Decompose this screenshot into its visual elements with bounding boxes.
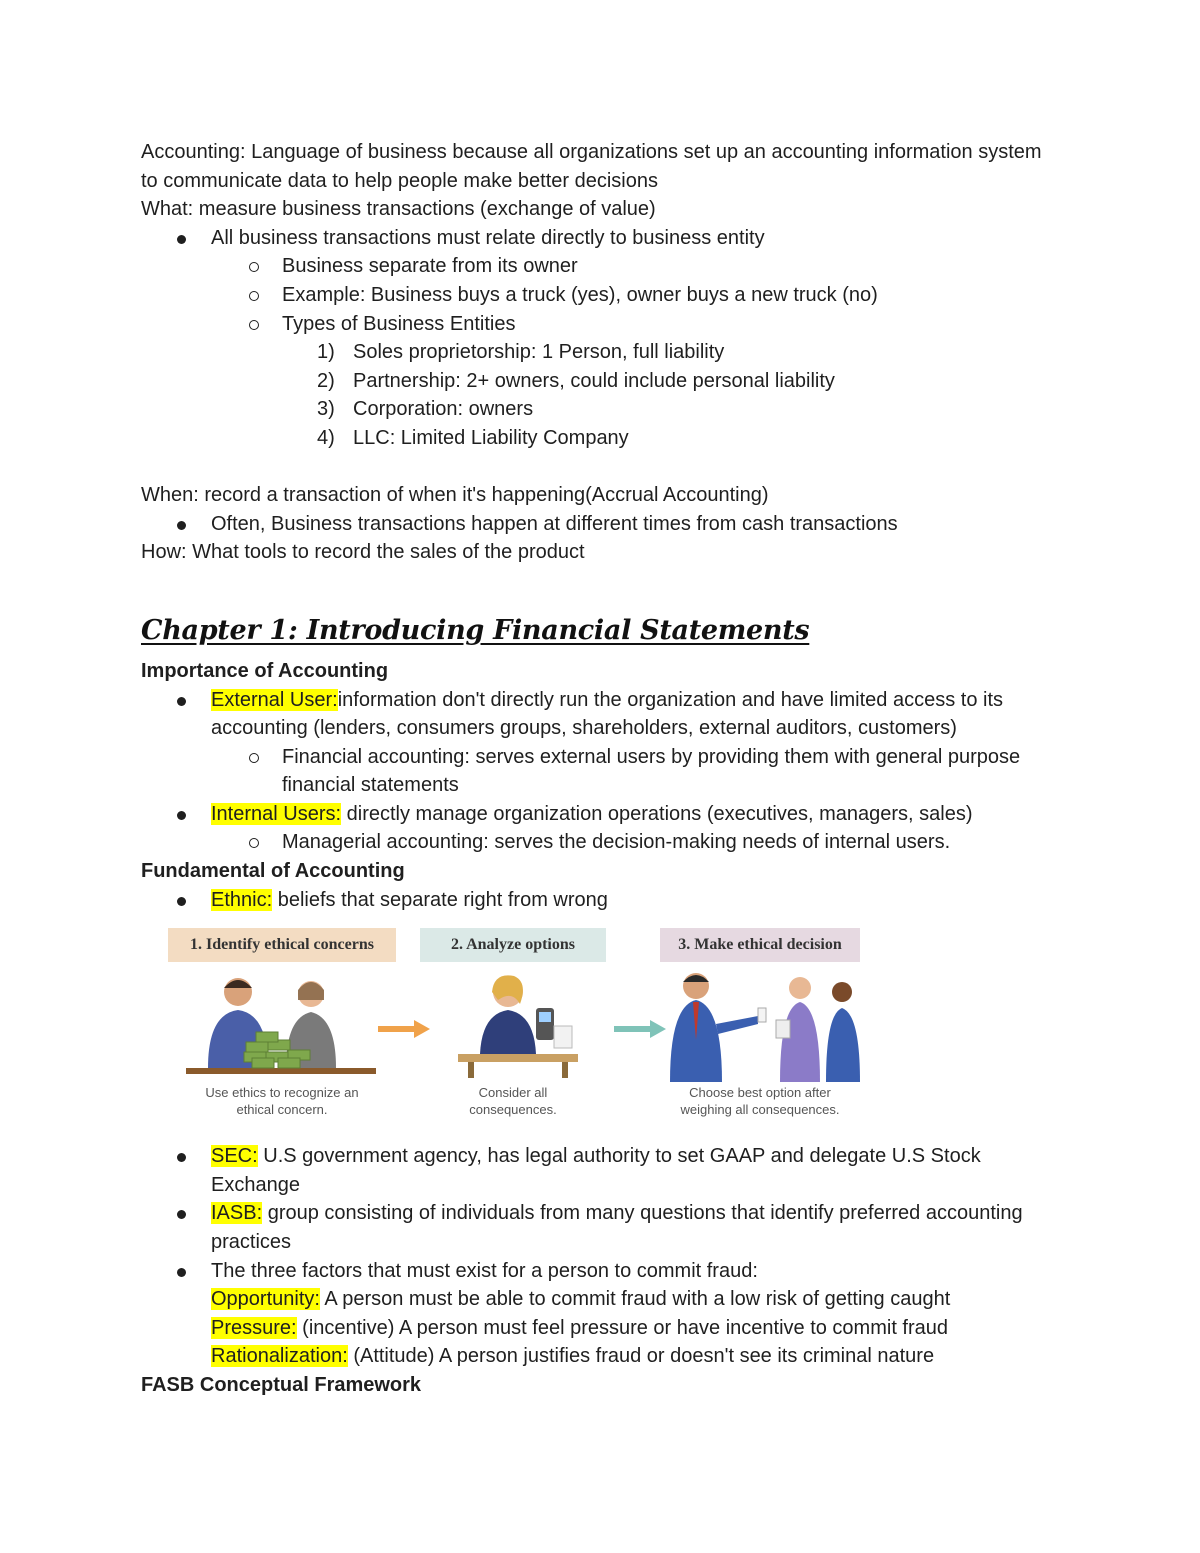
numbered-item-text: Soles proprietorship: 1 Person, full liability (353, 341, 725, 364)
chapter-title: Chapter 1: Introducing Financial Statements (141, 614, 810, 646)
list-item (141, 1199, 1061, 1256)
external-user-text: information don't directly run the organization and have limited access to its accounting (lenders, consumers groups, shareholders, external auditors, customers) (211, 688, 1004, 740)
ethics-decision-figure (168, 928, 888, 1128)
worried-people-illustration (186, 970, 376, 1082)
numbered-item-text: Corporation: owners (353, 398, 534, 421)
when-bullet-text: Often, Business transactions happen at different times from cash transactions (211, 512, 898, 535)
numbered-item-text: Partnership: 2+ owners, could include personal liability (353, 369, 835, 392)
list-item (141, 224, 1061, 253)
opportunity-label: Opportunity: (211, 1288, 320, 1311)
what-line: What: measure business transactions (exchange of value) (141, 198, 656, 221)
list-item (141, 800, 1061, 829)
step-3-caption: Choose best option after weighing all consequences. (680, 1085, 840, 1118)
step-1-caption: Use ethics to recognize an ethical concern. (205, 1085, 359, 1118)
bullet-icon (177, 1210, 186, 1219)
bullet-icon (177, 1268, 186, 1277)
external-user-label: External User: (211, 688, 338, 711)
sec-label: SEC: (211, 1145, 258, 1168)
list-item (141, 1142, 1061, 1199)
list-item (141, 310, 1061, 339)
financial-accounting-text: Financial accounting: serves external users by providing them with general purpose financial statements (282, 745, 1021, 797)
numbered-item (141, 424, 1061, 453)
analyzing-person-illustration (458, 970, 578, 1082)
importance-heading: Importance of Accounting (141, 659, 389, 682)
arrow-right-icon (378, 1019, 430, 1039)
bullet-icon (177, 1153, 186, 1162)
opportunity-text: A person must be able to commit fraud with a low risk of getting caught (319, 1288, 951, 1311)
arrow-right-icon (614, 1019, 666, 1039)
sub-item-text: Business separate from its owner (282, 255, 578, 278)
how-line: How: What tools to record the sales of the product (141, 541, 585, 564)
internal-users-text: directly manage organization operations (executives, managers, sales) (346, 802, 973, 825)
internal-users-label: Internal Users: (211, 802, 342, 825)
list-item (141, 1257, 1061, 1371)
numbered-item-text: LLC: Limited Liability Company (353, 426, 629, 449)
sub-item-text: Example: Business buys a truck (yes), owner buys a new truck (no) (282, 283, 878, 306)
list-item (141, 252, 1061, 281)
hollow-bullet-icon (249, 291, 259, 301)
step-3-header: 3. Make ethical decision (660, 928, 860, 962)
managerial-accounting-text: Managerial accounting: serves the decision-making needs of internal users. (282, 831, 951, 854)
item-number: 3) (317, 398, 335, 421)
decision-illustration (666, 970, 866, 1082)
list-item (141, 281, 1061, 310)
numbered-item (141, 367, 1061, 396)
list-item (141, 686, 1061, 743)
item-number: 1) (317, 341, 335, 364)
list-item (141, 743, 1061, 800)
iasb-text: group consisting of individuals from many questions that identify preferred accounting practices (211, 1202, 1023, 1254)
pressure-label: Pressure: (211, 1316, 297, 1339)
numbered-item (141, 338, 1061, 367)
rationalization-text: (Attitude) A person justifies fraud or doesn't see its criminal nature (353, 1345, 935, 1368)
list-item (141, 886, 1061, 915)
step-2-header: 2. Analyze options (420, 928, 606, 962)
rationalization-label: Rationalization: (211, 1345, 348, 1368)
bullet-icon (177, 897, 186, 906)
bullet-icon (177, 811, 186, 820)
accounting-definition: Accounting: Language of business because all organizations set up an accounting information system to communicate data to help people make better decisions (141, 141, 1042, 192)
numbered-item (141, 395, 1061, 424)
document-page (141, 138, 1061, 1400)
step-1-header: 1. Identify ethical concerns (168, 928, 396, 962)
pressure-text: (incentive) A person must feel pressure or have incentive to commit fraud (302, 1316, 949, 1339)
fasb-heading: FASB Conceptual Framework (141, 1374, 422, 1396)
list-item (141, 828, 1061, 857)
when-line: When: record a transaction of when it's happening(Accrual Accounting) (141, 484, 769, 507)
ethic-label: Ethnic: (211, 888, 273, 911)
bullet-icon (177, 521, 186, 530)
list-item (141, 510, 1061, 539)
item-number: 4) (317, 426, 335, 449)
fraud-intro-text: The three factors that must exist for a person to commit fraud: (211, 1259, 758, 1282)
bullet-icon (177, 235, 186, 244)
sec-text: U.S government agency, has legal authority to set GAAP and delegate U.S Stock Exchange (211, 1145, 981, 1196)
hollow-bullet-icon (249, 262, 259, 272)
what-bullet-text: All business transactions must relate directly to business entity (211, 226, 765, 249)
item-number: 2) (317, 369, 335, 392)
ethic-text: beliefs that separate right from wrong (277, 888, 608, 911)
step-2-caption: Consider all consequences. (469, 1085, 557, 1118)
sub-item-text: Types of Business Entities (282, 312, 516, 335)
hollow-bullet-icon (249, 838, 259, 848)
bullet-icon (177, 697, 186, 706)
hollow-bullet-icon (249, 753, 259, 763)
fundamental-heading: Fundamental of Accounting (141, 860, 405, 883)
iasb-label: IASB: (211, 1202, 263, 1225)
hollow-bullet-icon (249, 320, 259, 330)
